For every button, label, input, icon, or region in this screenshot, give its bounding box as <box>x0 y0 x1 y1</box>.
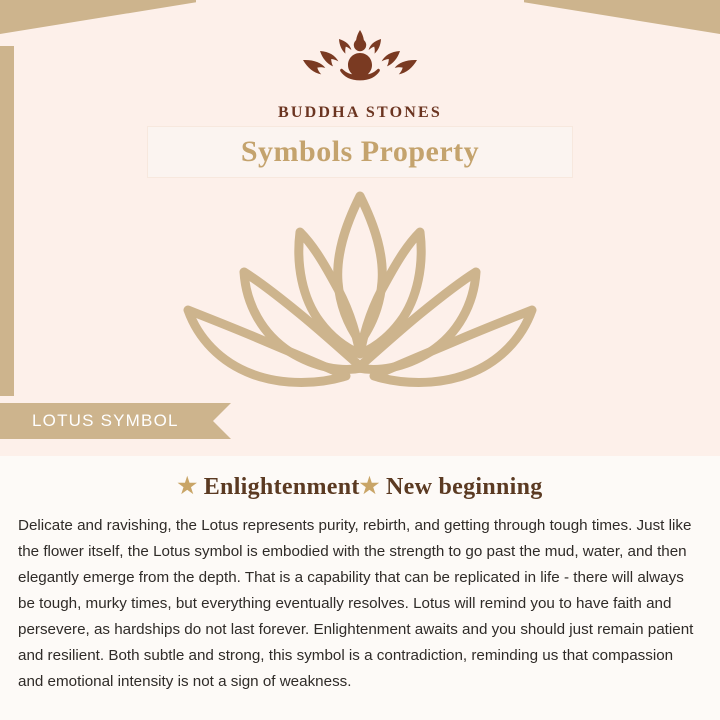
star-icon-left: ★ <box>177 473 198 498</box>
page-title: Symbols Property <box>240 135 480 168</box>
headline-right: New beginning <box>386 474 543 500</box>
description-panel <box>0 456 720 720</box>
brand-logo-block <box>0 26 720 122</box>
star-icon-right: ★ <box>359 473 380 498</box>
lotus-symbol-ribbon <box>0 403 213 439</box>
body-copy: Delicate and ravishing, the Lotus represents purity, rebirth, and getting through tough times. Just like the flower itself, the Lotus symbol is embodied with the strength to go past the mud, water, and then elegantly emerge from the depth. That is a capability that can be replicated in life - there will always be tough, murky times, but everything eventually resolves. Lotus will remind you to have faith and persevere, as hardships do not last forever. Enlightenment awaits and you should just remain patient and resilient. Both subtle and strong, this symbol is a contradiction, reminding us that compassion and emotional intensity is not a sign of weakness. <box>18 517 694 690</box>
top-center-gap <box>196 0 524 10</box>
lotus-flower-icon <box>140 186 580 401</box>
page-title-plate <box>148 127 572 177</box>
lotus-meditation-figure-icon <box>285 26 435 100</box>
headline <box>0 473 720 501</box>
ribbon-label: LOTUS SYMBOL <box>32 411 179 430</box>
brand-name: BUDDHA STONES <box>278 104 442 121</box>
headline-left: Enlightenment <box>203 474 360 500</box>
